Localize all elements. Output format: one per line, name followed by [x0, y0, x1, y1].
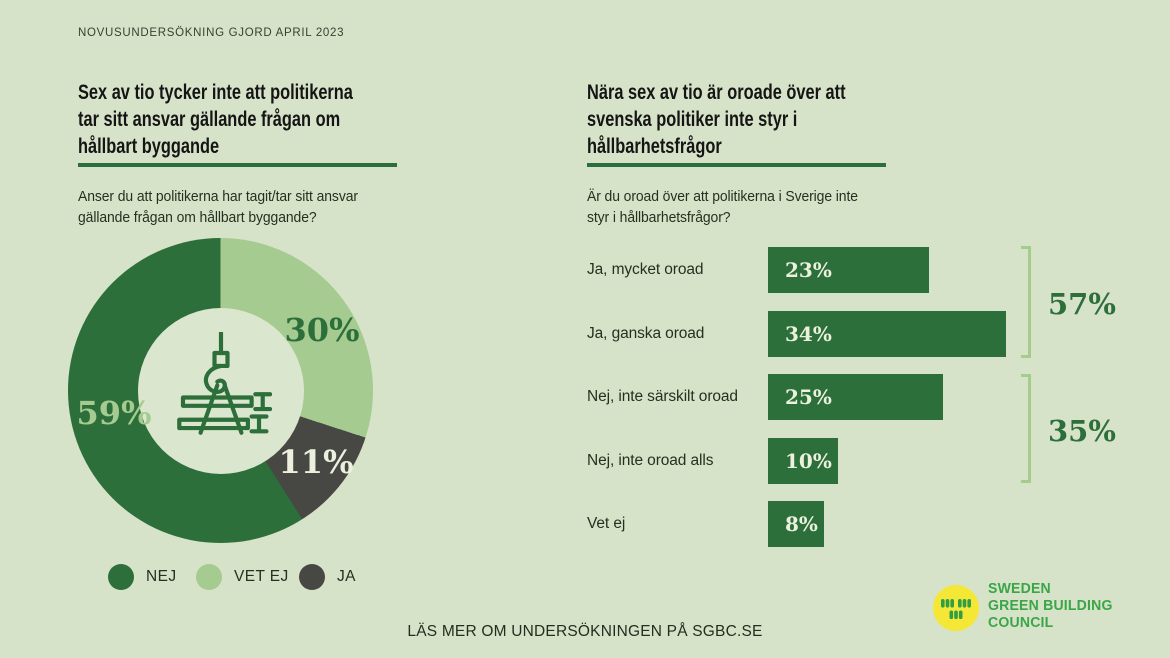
bar [768, 247, 929, 293]
sgbc-logo-line-3: COUNCIL [988, 615, 1054, 631]
bar-value-label: 25% [785, 385, 832, 409]
legend-label-ja: JA [337, 568, 356, 585]
bar-category-label: Nej, inte särskilt oroad [587, 388, 738, 405]
bar [768, 438, 838, 484]
title-underline-left [78, 163, 397, 167]
bar-title-line-2: svenska politiker inte styr i [587, 108, 798, 131]
group-bracket-worried [1021, 246, 1031, 358]
legend-label-vetej: VET EJ [234, 568, 289, 585]
legend-dot-vetej [196, 564, 222, 590]
bar-category-label: Vet ej [587, 515, 626, 532]
sgbc-logo-mark [933, 585, 979, 631]
donut-chart [68, 238, 373, 543]
sgbc-logo-text [988, 581, 1113, 632]
title-underline-right [587, 163, 886, 167]
bar-value-label: 8% [785, 512, 818, 536]
bar-title-line-1: Nära sex av tio är oroade över att [587, 81, 846, 104]
legend-label-nej: NEJ [146, 568, 177, 585]
bar-question-line-2: styr i hållbarhetsfrågor? [587, 209, 731, 226]
group-total-not-worried: 35% [1048, 414, 1116, 448]
bar-row [587, 247, 1006, 293]
legend-item-nej [108, 564, 176, 590]
bar-category-label: Nej, inte oroad alls [587, 451, 714, 469]
bar-row [587, 311, 1006, 357]
bar-row [587, 438, 1006, 484]
donut-question-line-1: Anser du att politikerna har tagit/tar sitt ansvar [78, 188, 358, 205]
crane-hook-beam-icon [170, 332, 272, 450]
legend-item-vetej [196, 564, 289, 590]
donut-question-line-2: gällande frågan om hållbart byggande? [78, 209, 317, 226]
bar-category-label: Ja, mycket oroad [587, 261, 704, 278]
bar-title-line-3: hållbarhetsfrågor [587, 135, 722, 158]
bar-row [587, 501, 1006, 547]
bar-question [587, 186, 858, 228]
sgbc-logo-line-1: SWEDEN [988, 581, 1051, 597]
donut-value-label-ja: 11% [278, 443, 354, 481]
group-total-worried: 57% [1048, 287, 1116, 321]
bar-chart [587, 247, 1006, 565]
donut-question [78, 186, 358, 228]
group-bracket-not-worried [1021, 374, 1031, 483]
donut-title-line-1: Sex av tio tycker inte att politikerna [78, 81, 353, 104]
bar [768, 311, 1006, 357]
donut-value-label-nej: 59% [76, 394, 152, 432]
donut-title-line-3: hållbart byggande [78, 135, 220, 158]
survey-note: NOVUSUNDERSÖKNING GJORD APRIL 2023 [78, 27, 345, 39]
donut-value-label-vetej: 30% [284, 311, 360, 349]
bar-row [587, 374, 1006, 420]
donut-title-line-2: tar sitt ansvar gällande frågan om [78, 108, 341, 131]
legend-dot-ja [299, 564, 325, 590]
sgbc-trees-icon [933, 585, 979, 631]
bar-section-title [587, 79, 846, 160]
sgbc-logo-line-2: GREEN BUILDING [988, 598, 1113, 614]
legend-dot-nej [108, 564, 134, 590]
bar-question-line-1: Är du oroad över att politikerna i Sverige inte [587, 188, 858, 205]
footer-note: LÄS MER OM UNDERSÖKNINGEN PÅ SGBC.SE [407, 623, 763, 640]
bar-value-label: 34% [785, 321, 832, 346]
legend-item-ja [299, 564, 356, 590]
bar [768, 501, 824, 547]
bar-value-label: 23% [785, 258, 832, 282]
bar-category-label: Ja, ganska oroad [587, 324, 705, 342]
donut-section-title [78, 79, 353, 160]
bar [768, 374, 943, 420]
bar-value-label: 10% [785, 448, 832, 473]
